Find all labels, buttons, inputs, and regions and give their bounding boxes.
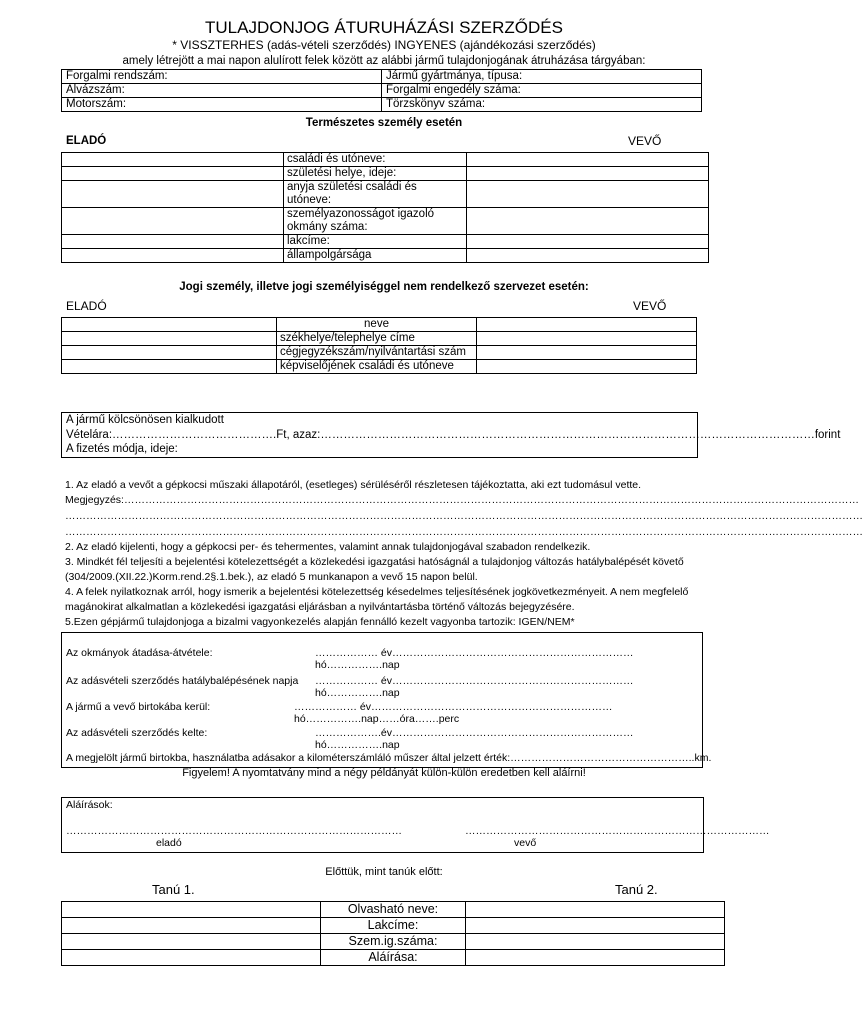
- price-box: [61, 412, 841, 458]
- signing-date-field[interactable]: ……………….év……………………………………………………………hó…………….nap: [315, 727, 634, 751]
- natural-heading: Természetes személy esetén: [305, 117, 463, 129]
- natural-seller-label: ELADÓ: [66, 135, 107, 147]
- buyer-cell[interactable]: [467, 249, 709, 263]
- witness-field-label: Lakcíme:: [321, 918, 466, 934]
- seller-cell[interactable]: [62, 249, 284, 263]
- note-line[interactable]: …………………………………………………………………………………………………………………………………………………………………………………………………………: [65, 510, 863, 522]
- buyer-cell[interactable]: [477, 332, 697, 346]
- odometer-field[interactable]: A megjelölt jármű birtokba, használatba adásakor a kilométerszámláló műszer által jelzett érték:……………………………………………..km.: [66, 752, 712, 764]
- clause-2: 2. Az eladó kijelenti, hogy a gépkocsi per- és tehermentes, valamint annak tulajdonjogával szabadon rendelkezik.: [65, 541, 591, 553]
- legal-field-label: székhelye/telephelye címe: [277, 332, 477, 346]
- signatures-box: [61, 797, 770, 853]
- witness-2-cell[interactable]: [466, 902, 725, 918]
- warning-text: Figyelem! A nyomtatvány mind a négy példányát külön-külön eredetben kell aláírni!: [182, 767, 586, 779]
- buyer-cell[interactable]: [467, 167, 709, 181]
- witness-1-label: Tanú 1.: [152, 882, 195, 897]
- registry-field[interactable]: Törzskönyv száma:: [382, 98, 702, 112]
- natural-field-label: születési helye, ideje:: [284, 167, 467, 181]
- legal-buyer-label: VEVŐ: [633, 299, 667, 313]
- buyer-cell[interactable]: [477, 318, 697, 332]
- seller-cell[interactable]: [62, 181, 284, 208]
- clause-3-cont: (304/2009.(XII.22.)Korm.rend.2§.1.bek.), az eladó 5 munkanapon a vevő 15 napon belül.: [65, 571, 478, 583]
- witness-2-cell[interactable]: [466, 934, 725, 950]
- signatures-label: Aláírások:: [66, 799, 113, 811]
- legal-field-label: képviselőjének családi és utóneve: [277, 360, 477, 374]
- possession-date-field[interactable]: ……………… év……………………………………………………………hó…………….nap……óra…….perc: [294, 701, 613, 725]
- plate-field[interactable]: Forgalmi rendszám:: [62, 70, 382, 84]
- handover-label: Az okmányok átadása-átvétele:: [66, 647, 213, 659]
- price-field[interactable]: Vételára:…………………………………….Ft, azaz:…………………………………………………………………………………………………………………forint: [66, 429, 841, 441]
- buyer-cell[interactable]: [467, 153, 709, 167]
- natural-buyer-label: VEVŐ: [628, 134, 662, 148]
- seller-caption: eladó: [156, 837, 182, 849]
- clause-4: 4. A felek nyilatkoznak arról, hogy ismerik a bejelentési kötelezettség késedelmes teljesítésének jogkövetkezményeit. A nem megfelelő: [65, 586, 689, 598]
- engine-field[interactable]: Motorszám:: [62, 98, 382, 112]
- buyer-cell[interactable]: [467, 235, 709, 249]
- witness-1-cell[interactable]: [62, 934, 321, 950]
- dates-box: [61, 632, 712, 768]
- buyer-cell[interactable]: [477, 346, 697, 360]
- chassis-field[interactable]: Alvázszám:: [62, 84, 382, 98]
- seller-cell[interactable]: [62, 318, 277, 332]
- natural-field-label: családi és utóneve:: [284, 153, 467, 167]
- seller-cell[interactable]: [62, 208, 284, 235]
- buyer-cell[interactable]: [467, 181, 709, 208]
- witness-2-cell[interactable]: [466, 950, 725, 966]
- witness-intro: Előttük, mint tanúk előtt:: [325, 866, 443, 878]
- natural-field-label: személyazonosságot igazoló okmány száma:: [284, 208, 467, 235]
- seller-cell[interactable]: [62, 167, 284, 181]
- witness-table: [61, 901, 725, 966]
- intro-text: amely létrejött a mai napon alulírott felek között az alábbi jármű tulajdonjogának átruházása tárgyában:: [122, 55, 646, 67]
- witness-2-label: Tanú 2.: [615, 882, 658, 897]
- clause-5: 5.Ezen gépjármű tulajdonjoga a bizalmi vagyonkezelés alapján fennálló kezelt vagyonba tartozik: IGEN/NEM*: [65, 616, 575, 628]
- buyer-cell[interactable]: [467, 208, 709, 235]
- clause-3: 3. Mindkét fél teljesíti a bejelentési kötelezettségét a közlekedési igazgatási hatóságnál a tulajdonjog változás hatálybalépését követő: [65, 556, 684, 568]
- vehicle-table: [61, 69, 702, 112]
- legal-table: [61, 317, 697, 374]
- natural-field-label: lakcíme:: [284, 235, 467, 249]
- witness-field-label: Szem.ig.száma:: [321, 934, 466, 950]
- natural-field-label: állampolgársága: [284, 249, 467, 263]
- seller-cell[interactable]: [62, 332, 277, 346]
- clause-1: 1. Az eladó a vevőt a gépkocsi műszaki állapotáról, (esetleges) sérüléséről részletesen tájékoztatta, aki ezt tudomásul vette.: [65, 479, 642, 491]
- natural-table: [61, 152, 709, 263]
- buyer-cell[interactable]: [477, 360, 697, 374]
- witness-1-cell[interactable]: [62, 950, 321, 966]
- effective-label: Az adásvételi szerződés hatálybalépésének napja: [66, 675, 299, 687]
- natural-field-label: anyja születési családi és utóneve:: [284, 181, 467, 208]
- permit-field[interactable]: Forgalmi engedély száma:: [382, 84, 702, 98]
- seller-cell[interactable]: [62, 235, 284, 249]
- note-field[interactable]: Megjegyzés:…………………………………………………………………………………………………………………………………………………………………………………………: [65, 494, 859, 506]
- payment-method-field[interactable]: A fizetés módja, ideje:: [66, 443, 178, 455]
- legal-heading: Jogi személy, illetve jogi személyiséggel nem rendelkező szervezet esetén:: [179, 281, 589, 293]
- make-field[interactable]: Jármű gyártmánya, típusa:: [382, 70, 702, 84]
- buyer-caption: vevő: [514, 837, 537, 849]
- witness-field-label: Olvasható neve:: [321, 902, 466, 918]
- witness-1-cell[interactable]: [62, 918, 321, 934]
- witness-2-cell[interactable]: [466, 918, 725, 934]
- buyer-signature-line[interactable]: ……………………………………………………………………………: [465, 825, 770, 837]
- seller-cell[interactable]: [62, 346, 277, 360]
- legal-seller-label: ELADÓ: [66, 299, 107, 313]
- signing-label: Az adásvételi szerződés kelte:: [66, 727, 208, 739]
- clause-4-cont: magánokirat alkalmatlan a közlekedési igazgatási eljárásban a nyilvántartásba történő változás bejegyzésére.: [65, 601, 575, 613]
- handover-date-field[interactable]: ……………… év……………………………………………………………hó…………….nap: [315, 647, 634, 671]
- contract-type: * VISSZTERHES (adás-vételi szerződés) INGYENES (ajándékozási szerződés): [172, 38, 596, 52]
- effective-date-field[interactable]: ……………… év……………………………………………………………hó…………….nap: [315, 675, 634, 699]
- legal-field-label: cégjegyzékszám/nyilvántartási szám: [277, 346, 477, 360]
- legal-field-label: neve: [277, 318, 477, 332]
- note-line[interactable]: …………………………………………………………………………………………………………………………………………………………………………………………………………: [65, 526, 863, 538]
- seller-signature-line[interactable]: ……………………………………………………………………………………: [66, 825, 402, 837]
- page-title: TULAJDONJOG ÁTURUHÁZÁSI SZERZŐDÉS: [205, 18, 563, 37]
- witness-field-label: Aláírása:: [321, 950, 466, 966]
- price-intro: A jármű kölcsönösen kialkudott: [66, 414, 224, 426]
- seller-cell[interactable]: [62, 153, 284, 167]
- possession-label: A jármű a vevő birtokába kerül:: [66, 701, 211, 713]
- witness-1-cell[interactable]: [62, 902, 321, 918]
- seller-cell[interactable]: [62, 360, 277, 374]
